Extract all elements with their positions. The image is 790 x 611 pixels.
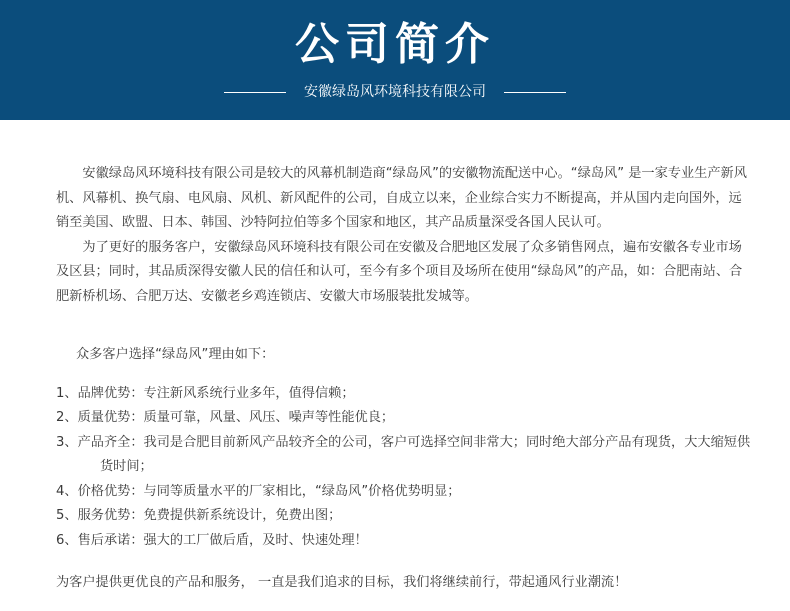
company-subtitle: 安徽绿岛风环境科技有限公司 [304,84,486,100]
subtitle-row [0,82,790,102]
reasons-heading: 众多客户选择“绿岛风”理由如下： [76,347,275,362]
list-item: 2、质量优势：质量可靠，风量、风压、噪声等性能优良； [56,410,395,425]
header-banner [0,0,790,120]
intro-paragraph-2: 为了更好的服务客户，安徽绿岛风环境科技有限公司在安徽及合肥地区发展了众多销售网点，遍布安徽各专业市场及区县；同时，其品质深得安徽人民的信任和认可，至今有多个项目及场所在使用“绿岛风”的产品，如：合肥南站、合肥新桥机场、合肥万达、安徽老乡鸡连锁店、安徽大市场服装批发城等。 [56,239,743,304]
right-divider [504,92,566,93]
closing-statement: 为客户提供更优良的产品和服务， 一直是我们追求的目标，我们将继续前行，带起通风行业潮流！ [56,575,628,590]
list-item: 6、售后承诺：强大的工厂做后盾，及时、快速处理！ [56,532,368,548]
page-title: 公司简介 [295,19,495,70]
list-item: 4、价格优势：与同等质量水平的厂家相比，“绿岛风”价格优势明显； [56,483,461,499]
list-item: 3、产品齐全：我司是合肥目前新风产品较齐全的公司，客户可选择空间非常大；同时绝大部分产品有现货，大大缩短供货时间； [56,434,751,474]
main-content [56,162,752,596]
intro-paragraph-1: 安徽绿岛风环境科技有限公司是较大的风幕机制造商“绿岛风”的安徽物流配送中心。“绿岛风” 是一家专业生产新风机、风幕机、换气扇、电风扇、风机、新风配件的公司，自成立以来，企业综合实力不断提高，并从国内走向国外，远销至美国、欧盟、日本、韩国、沙特阿拉伯等多个国家和地区，其产品质量深受各国人民认可。 [56,166,747,230]
left-divider [224,92,286,93]
list-item: 5、服务优势：免费提供新系统设计，免费出图； [56,508,342,523]
list-item: 1、品牌优势：专注新风系统行业多年，值得信赖； [56,385,355,401]
reasons-list [56,382,752,554]
